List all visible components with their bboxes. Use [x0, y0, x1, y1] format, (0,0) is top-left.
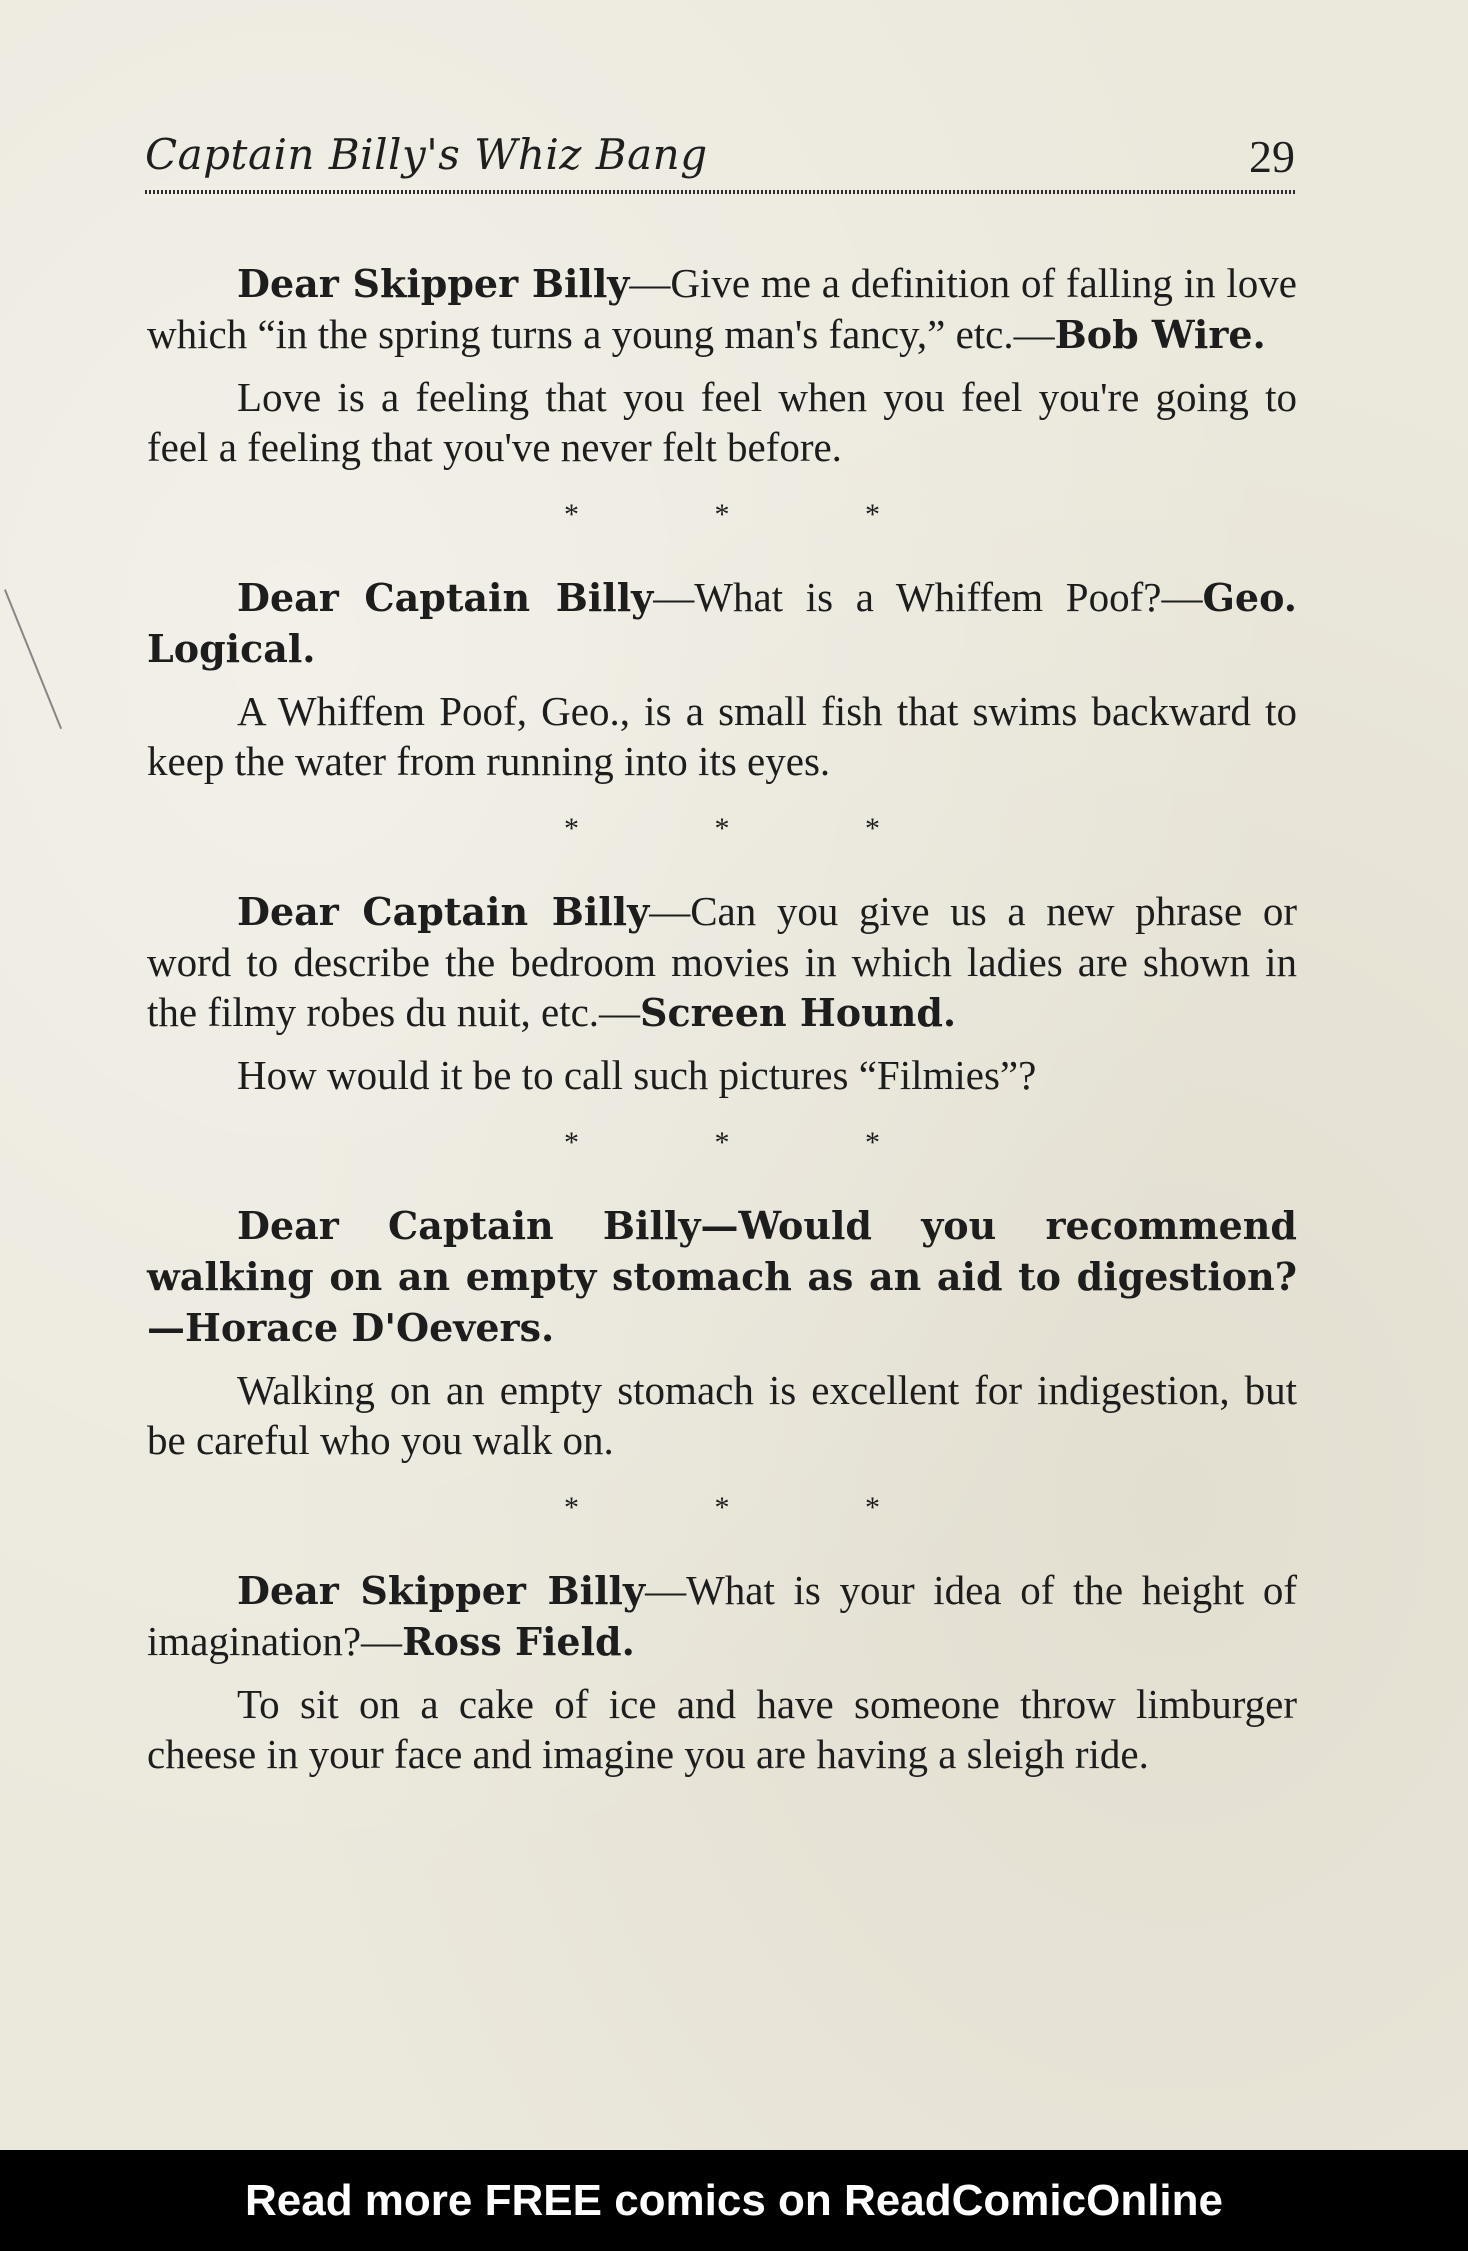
letter-signature: Horace D'Oevers. [185, 1305, 555, 1350]
letter-question-text: —What is a Whiffem Poof?— [653, 574, 1203, 620]
letter-signature: Screen Hound. [640, 990, 957, 1035]
letter-entry [147, 258, 1297, 472]
letter-entry [147, 1565, 1297, 1779]
letter-question-text: —Give me a definition of falling in love which “in the spring turns a young man's fancy,” etc.— [147, 260, 1297, 357]
asterism-separator: * * * [564, 1126, 944, 1159]
letter-question-text: —Would you recommend walking on an empty stomach as an aid to digestion?— [147, 1203, 1297, 1350]
asterism-separator: * * * [564, 498, 944, 531]
letter-question-text: —Can you give us a new phrase or word to describe the bedroom movies in which ladies are shown in the filmy robes du nuit, etc.— [147, 888, 1297, 1035]
letter-question [147, 886, 1297, 1038]
letter-salutation: Dear Captain Billy [237, 1203, 701, 1248]
letter-entry [147, 1200, 1297, 1465]
letter-question [147, 572, 1297, 674]
letter-answer: A Whiffem Poof, Geo., is a small fish that swims backward to keep the water from running into its eyes. [147, 688, 1297, 784]
promo-banner[interactable]: Read more FREE comics on ReadComicOnline [0, 2150, 1468, 2251]
letter-answer: To sit on a cake of ice and have someone throw limburger cheese in your face and imagine you are having a sleigh ride. [147, 1681, 1297, 1777]
page-body [147, 258, 1297, 1779]
letter-salutation: Dear Captain Billy [237, 575, 654, 620]
letter-question [147, 1565, 1297, 1667]
asterism-separator: * * * [564, 812, 944, 845]
letter-answer: How would it be to call such pictures “Filmies”? [237, 1052, 1037, 1098]
letter-question [147, 258, 1297, 360]
letter-salutation: Dear Skipper Billy [237, 1568, 646, 1613]
letter-entry [147, 572, 1297, 786]
letter-entry [147, 886, 1297, 1100]
margin-pencil-mark [4, 589, 62, 729]
page-number: 29 [1249, 131, 1295, 182]
letter-signature: Bob Wire. [1054, 312, 1266, 357]
letter-salutation: Dear Captain Billy [237, 889, 650, 934]
letter-question-text: —What is your idea of the height of imagination?— [147, 1567, 1297, 1664]
letter-answer: Walking on an empty stomach is excellent for indigestion, but be careful who you walk on. [147, 1367, 1297, 1463]
letter-question [147, 1200, 1297, 1353]
running-title: Captain Billy's Whiz Bang [145, 130, 708, 179]
letter-signature: Ross Field. [402, 1619, 635, 1664]
running-head [145, 130, 1295, 190]
letter-signature: Geo. Logical. [147, 575, 1297, 671]
letter-answer: Love is a feeling that you feel when you feel you're going to feel a feeling that you've never felt before. [147, 374, 1297, 470]
asterism-separator: * * * [564, 1491, 944, 1524]
letter-salutation: Dear Skipper Billy [237, 261, 630, 306]
header-rule [145, 190, 1295, 194]
